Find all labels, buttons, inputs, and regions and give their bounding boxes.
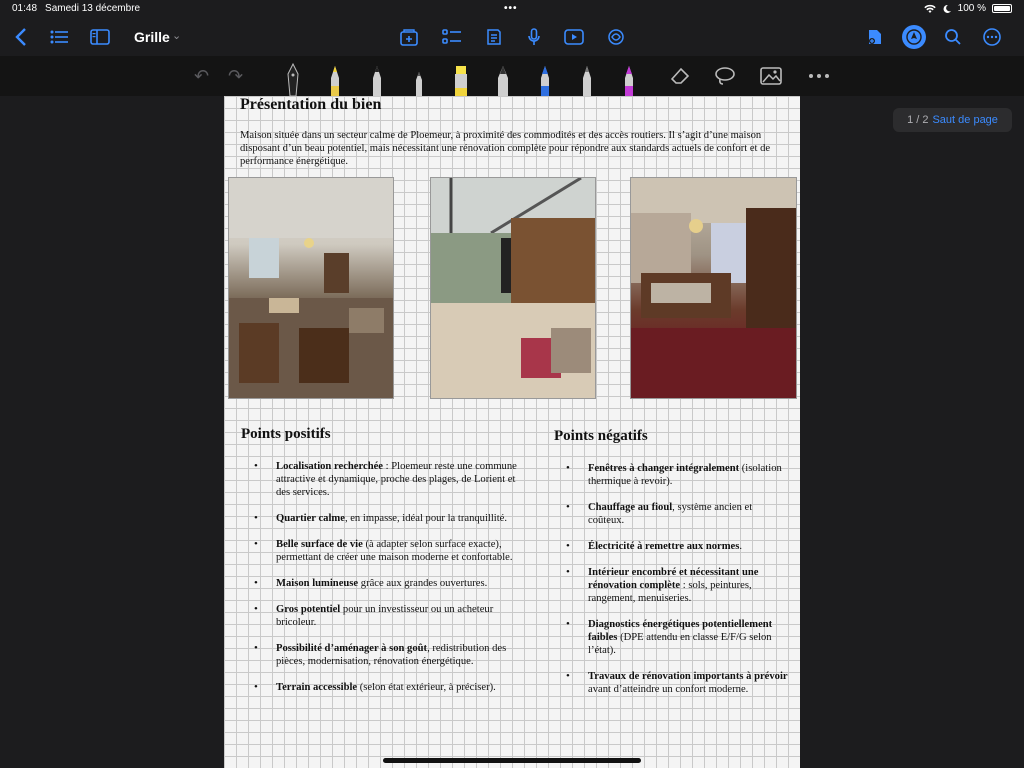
living-room-photo[interactable] <box>228 177 394 399</box>
list-item-bold: Maison lumineuse <box>276 578 359 589</box>
list-item <box>276 681 526 694</box>
note-page[interactable] <box>224 96 800 768</box>
list-item <box>276 512 526 525</box>
share-note-icon[interactable] <box>864 26 886 48</box>
list-item <box>588 618 788 657</box>
yellow-pencil-icon[interactable] <box>324 62 346 96</box>
status-time: 01:48 <box>12 3 38 14</box>
battery-icon <box>992 4 1012 13</box>
veranda-photo[interactable] <box>430 177 596 399</box>
sidebar-icon[interactable] <box>89 26 111 48</box>
list-item <box>588 462 788 488</box>
play-icon[interactable] <box>563 26 585 48</box>
pencil-icon[interactable] <box>408 62 430 96</box>
list-item-bold: Diagnostics énergétiques potentiellement faibles <box>588 619 773 643</box>
list-item <box>276 642 526 668</box>
back-icon[interactable] <box>10 26 32 48</box>
page-indicator[interactable] <box>893 108 1012 132</box>
lasso-icon[interactable] <box>714 66 736 86</box>
home-indicator[interactable] <box>383 758 641 763</box>
microphone-icon[interactable] <box>523 26 545 48</box>
list-item-text: . <box>739 541 743 552</box>
intro-paragraph: Maison située dans un secteur calme de Ploemeur, à proximité des commodités et des accès routiers. Il s’agit d’une maison disposant d’un beau potentiel, mais nécessitant une rénovation complète pour répondre aux standards actuels de confort et de performance énergétique. <box>240 130 771 167</box>
list-item-bold: Quartier calme <box>276 513 345 524</box>
pink-pen-icon[interactable] <box>618 62 640 96</box>
wifi-icon <box>924 4 936 14</box>
blue-pen-icon[interactable] <box>534 62 556 96</box>
checklist-icon[interactable] <box>441 26 463 48</box>
list-item-text: grâce aux grandes ouvertures. <box>358 578 488 589</box>
list-item-bold: Électricité à remettre aux normes <box>588 541 740 552</box>
positives-list <box>276 460 526 707</box>
redo-icon[interactable]: ↷ <box>228 66 244 86</box>
list-item-bold: Possibilité d’aménager à son goût <box>276 643 428 654</box>
multitasking-dots[interactable]: ••• <box>504 3 518 14</box>
positives-heading: Points positifs <box>241 426 331 442</box>
list-item-text: (DPE attendu en classe E/F/G selon l’état). <box>588 632 772 656</box>
add-page-icon[interactable] <box>398 26 420 48</box>
more-icon[interactable] <box>981 26 1003 48</box>
battery-percent: 100 % <box>957 3 986 14</box>
list-item-text: : Ploemeur reste une commune attractive et dynamique, proche des plages, de Lorient et des services. <box>276 461 517 498</box>
list-item <box>276 460 526 499</box>
list-item-bold: Terrain accessible <box>276 682 358 693</box>
list-item <box>276 603 526 629</box>
dining-room-photo[interactable] <box>630 177 797 399</box>
list-item-bold: Belle surface de vie <box>276 539 363 550</box>
list-item <box>588 501 788 527</box>
list-item-text: (isolation thermique à revoir). <box>588 463 782 487</box>
list-item <box>588 540 788 553</box>
list-item-text: avant d’atteindre un confort moderne. <box>588 684 749 695</box>
ballpoint-pen-icon[interactable] <box>366 62 388 96</box>
yellow-highlighter-icon[interactable] <box>450 62 472 96</box>
list-item <box>588 670 788 696</box>
list-item-text: (selon état extérieur, à préciser). <box>357 682 496 693</box>
top-toolbar <box>0 18 1024 56</box>
undo-icon[interactable]: ↶ <box>194 66 210 86</box>
pen-mode-icon[interactable] <box>902 25 926 49</box>
status-date: Samedi 13 décembre <box>45 3 141 14</box>
list-item-text: , système ancien et coûteux. <box>588 502 753 526</box>
list-item-bold: Intérieur encombré et nécessitant une rénovation complète <box>588 567 759 591</box>
list-item-bold: Gros potentiel <box>276 604 341 615</box>
page-count: 1 / 2 <box>907 114 929 126</box>
negatives-heading: Points négatifs <box>554 428 648 444</box>
list-item-text: , en impasse, idéal pour la tranquillité. <box>344 513 508 524</box>
list-item-text: , redistribution des pièces, modernisation, rénovation énergétique. <box>276 643 507 667</box>
list-icon[interactable] <box>48 26 70 48</box>
chevron-down-icon[interactable]: ⌄ <box>172 30 182 42</box>
ai-icon[interactable] <box>605 26 627 48</box>
list-item-bold: Travaux de rénovation importants à prévoir <box>588 671 788 682</box>
page-break-link[interactable]: Saut de page <box>932 114 998 126</box>
pen-toolbar <box>0 56 1024 96</box>
list-item-text: (à adapter selon surface exacte), permettant de créer une maison moderne et confortable. <box>276 539 513 563</box>
grey-pencil-icon[interactable] <box>576 62 598 96</box>
list-item-bold: Localisation recherchée <box>276 461 383 472</box>
brush-pen-icon[interactable] <box>492 62 514 96</box>
negatives-list <box>588 462 788 709</box>
fountain-pen-icon[interactable] <box>282 62 304 96</box>
list-item-bold: Fenêtres à changer intégralement <box>588 463 740 474</box>
list-item <box>276 577 526 590</box>
list-item-text: pour un investisseur ou un acheteur bricoleur. <box>276 604 494 628</box>
eraser-icon[interactable] <box>669 66 691 86</box>
list-item <box>588 566 788 605</box>
list-item-text: : sols, peintures, rangement, menuiseries. <box>588 580 752 604</box>
document-heading: Présentation du bien <box>240 96 382 113</box>
moon-icon <box>942 4 952 14</box>
search-icon[interactable] <box>942 26 964 48</box>
list-item <box>276 538 526 564</box>
list-item-bold: Chauffage au fioul <box>588 502 673 513</box>
more-tools-icon[interactable] <box>808 73 830 79</box>
status-bar <box>0 0 1024 18</box>
image-icon[interactable] <box>760 66 782 86</box>
document-icon[interactable] <box>483 26 505 48</box>
document-title[interactable]: Grille <box>134 29 170 45</box>
